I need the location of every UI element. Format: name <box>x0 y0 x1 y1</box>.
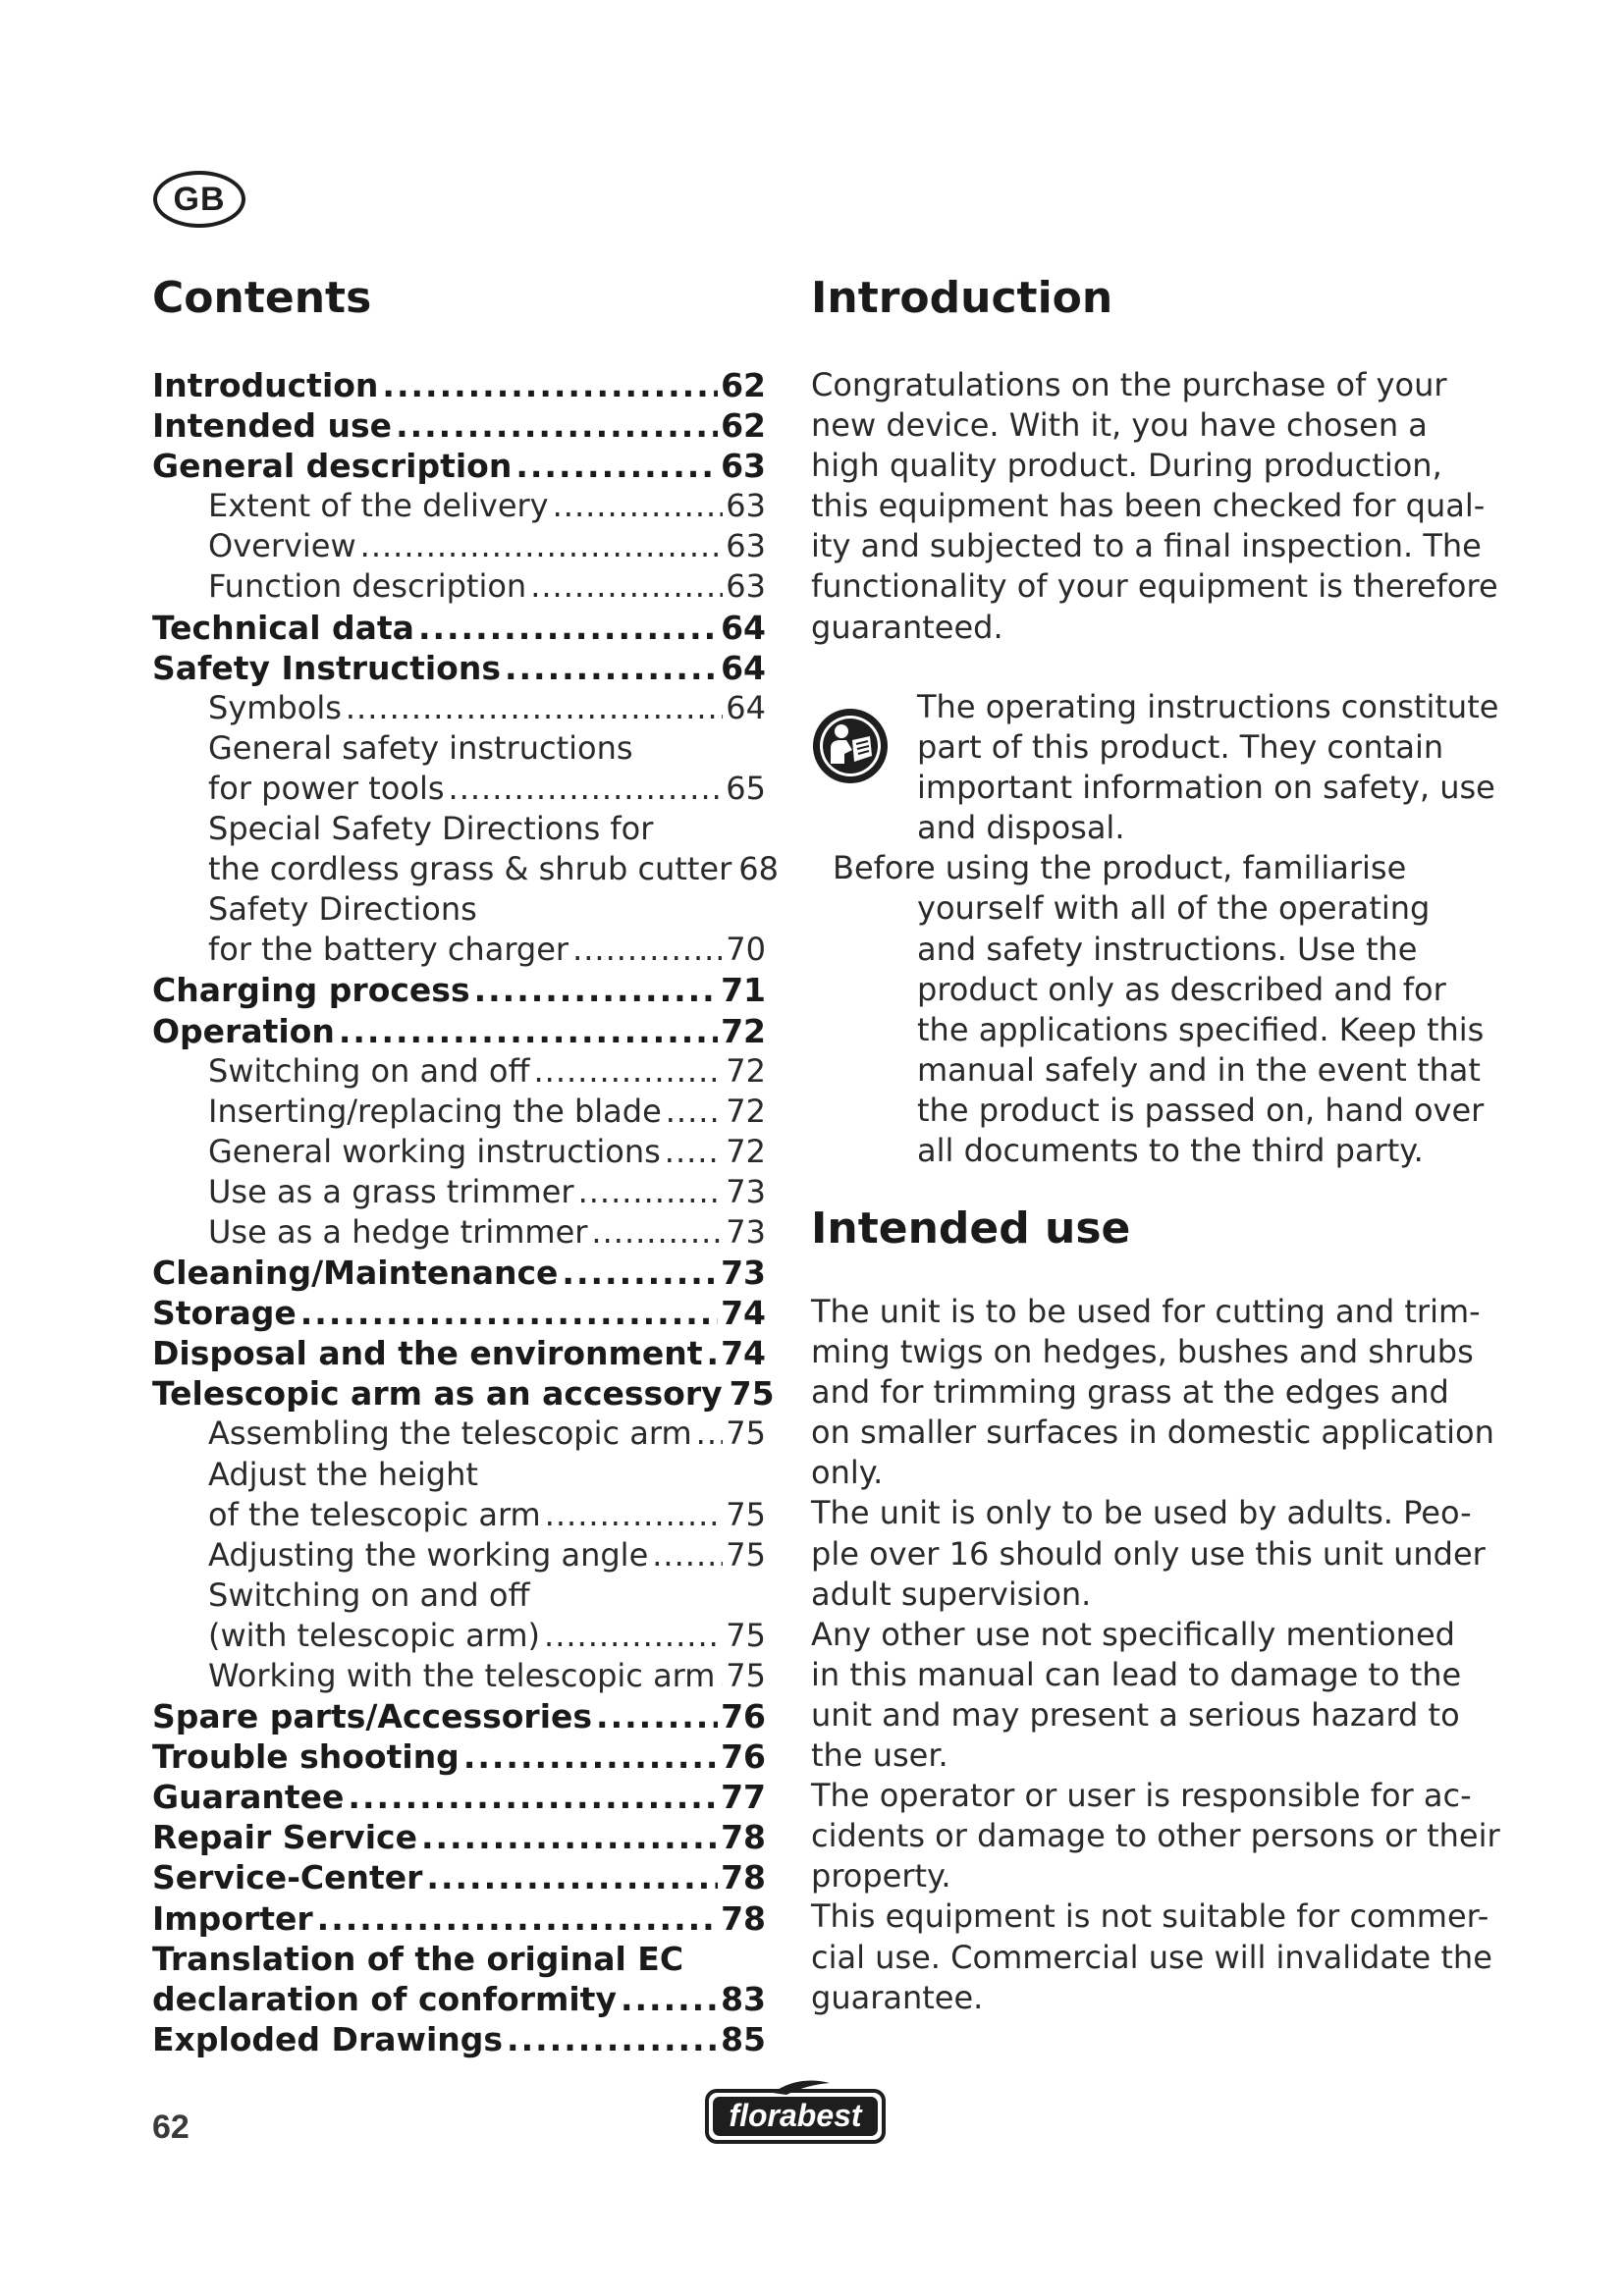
toc-entry-title: Symbols <box>208 688 342 726</box>
toc-entry-page: 63 <box>726 567 766 606</box>
toc-entry-title: Importer <box>152 1898 313 1938</box>
toc-entry <box>152 1333 766 1373</box>
toc-entry <box>152 1979 766 2019</box>
toc-entry-title: declaration of conformity <box>152 1979 617 2018</box>
toc-dot-leader <box>339 1011 718 1051</box>
toc-entry-page: 72 <box>726 1092 766 1130</box>
intended-use-text <box>811 1292 1500 2018</box>
toc-entry-page: 63 <box>726 487 766 525</box>
toc-entry <box>152 1817 766 1857</box>
toc-entry <box>152 1051 766 1092</box>
toc-dot-leader <box>562 1253 718 1293</box>
introduction-heading: Introduction <box>811 273 1113 323</box>
toc-entry <box>152 1455 766 1495</box>
text-line: on smaller surfaces in domestic application <box>811 1414 1494 1452</box>
toc-entry <box>152 1011 766 1051</box>
toc-dot-leader <box>505 648 718 688</box>
toc-dot-leader <box>696 1414 724 1454</box>
toc-entry <box>152 728 766 769</box>
toc-entry <box>152 1092 766 1132</box>
toc-entry-title: General description <box>152 447 513 486</box>
toc-dot-leader <box>544 1616 723 1656</box>
toc-entry <box>152 688 766 728</box>
toc-entry-title: Translation of the original EC <box>152 1939 684 1978</box>
toc-entry-page: 71 <box>721 971 766 1010</box>
text-line: cial use. Commercial use will invalidate the <box>811 1938 1492 1976</box>
toc-entry-title: Safety Instructions <box>152 648 501 687</box>
toc-entry-page: 62 <box>721 366 766 404</box>
toc-entry-title: General working instructions <box>208 1132 661 1170</box>
text-line: The operator or user is responsible for ac- <box>811 1777 1472 1815</box>
toc-entry <box>152 405 766 446</box>
toc-entry-title: Operation <box>152 1011 335 1050</box>
text-line: all documents to the third party. <box>917 1132 1424 1170</box>
toc-dot-leader <box>545 1495 724 1535</box>
toc-entry-title: Extent of the delivery <box>208 487 549 525</box>
text-line: and for trimming grass at the edges and <box>811 1373 1449 1412</box>
country-code: GB <box>173 180 226 218</box>
toc-entry <box>152 849 779 889</box>
toc-dot-leader <box>396 405 718 446</box>
text-line: guarantee. <box>811 1978 984 2016</box>
toc-entry <box>152 1172 766 1212</box>
toc-entry-page: 75 <box>726 1535 766 1574</box>
text-line: only. <box>811 1454 884 1492</box>
toc-entry-title: Overview <box>208 527 356 565</box>
toc-entry <box>152 446 766 486</box>
toc-entry-title: Introduction <box>152 366 379 404</box>
toc-entry <box>152 970 766 1010</box>
toc-dot-leader <box>346 688 723 728</box>
toc-entry-page: 76 <box>721 1697 766 1736</box>
text-line: and safety instructions. Use the <box>917 930 1418 968</box>
toc-entry-title: Switching on and off <box>208 1575 530 1614</box>
text-line: The unit is to be used for cutting and trim- <box>811 1293 1481 1330</box>
toc-dot-leader <box>507 2019 718 2059</box>
toc-entry <box>152 1212 766 1253</box>
toc-entry <box>152 526 766 566</box>
text-line: ple over 16 should only use this unit under <box>811 1534 1486 1573</box>
toc-dot-leader <box>449 769 724 809</box>
toc-dot-leader <box>665 1132 724 1172</box>
text-line: and disposal. <box>917 809 1125 847</box>
toc-entry-title: Assembling the telescopic arm <box>208 1415 692 1453</box>
toc-dot-leader <box>553 486 724 526</box>
toc-dot-leader <box>418 608 718 648</box>
toc-entry-page: 75 <box>726 1657 766 1694</box>
toc-entry <box>152 608 766 648</box>
toc-dot-leader <box>382 365 718 405</box>
toc-entry-title: General safety instructions <box>208 728 633 767</box>
toc-entry-page: 78 <box>721 1818 766 1857</box>
toc-entry <box>152 1373 775 1414</box>
toc-entry <box>152 1535 766 1575</box>
toc-entry-title: Exploded Drawings <box>152 2019 504 2058</box>
toc-entry-page: 63 <box>726 527 766 565</box>
toc-entry <box>152 1414 766 1454</box>
toc-entry <box>152 1495 766 1535</box>
toc-entry-page: 64 <box>721 648 766 687</box>
operating-instructions-note <box>811 687 1498 1171</box>
toc-entry <box>152 1939 766 1979</box>
toc-dot-leader <box>652 1535 723 1575</box>
toc-entry-title: Use as a grass trimmer <box>208 1172 574 1210</box>
toc-dot-leader <box>360 526 724 566</box>
toc-entry <box>152 1857 766 1897</box>
toc-dot-leader <box>463 1736 718 1777</box>
toc-entry-title: Function description <box>208 567 527 606</box>
toc-entry-title: Adjusting the working angle <box>208 1535 649 1574</box>
text-line: the user. <box>811 1736 948 1775</box>
toc-entry-title: Working with the telescopic arm <box>208 1657 716 1694</box>
toc-entry <box>152 2019 766 2059</box>
toc-entry-title: Trouble shooting <box>152 1737 460 1777</box>
toc-dot-leader <box>707 1333 719 1373</box>
toc-entry-page: 75 <box>726 1495 766 1533</box>
text-line: part of this product. They contain <box>917 728 1444 767</box>
toc-entry-title: Disposal and the environment <box>152 1334 703 1373</box>
toc-entry-page: 72 <box>721 1011 766 1050</box>
toc-dot-leader <box>666 1092 724 1132</box>
country-code-badge <box>153 171 245 228</box>
toc-entry-page: 63 <box>721 447 766 486</box>
text-line: Before using the product, familiarise <box>833 849 1407 887</box>
toc-entry <box>152 1616 766 1656</box>
toc-entry-page: 70 <box>726 931 766 969</box>
toc-dot-leader <box>515 446 718 486</box>
toc-entry-title: for the battery charger <box>208 931 569 969</box>
toc-entry-page: 78 <box>721 1858 766 1897</box>
toc-dot-leader <box>348 1777 718 1817</box>
toc-entry <box>152 930 766 970</box>
text-line: product only as described and for <box>917 970 1446 1008</box>
toc-dot-leader <box>300 1293 718 1333</box>
toc-entry-title: Use as a hedge trimmer <box>208 1212 588 1251</box>
toc-entry-title: (with telescopic arm) <box>208 1616 541 1654</box>
toc-entry-title: for power tools <box>208 769 445 807</box>
toc-entry-title: Switching on and off <box>208 1051 530 1090</box>
toc-entry <box>152 1253 766 1293</box>
toc-entry-title: Inserting/replacing the blade <box>208 1092 662 1130</box>
text-line: guaranteed. <box>811 608 1003 646</box>
toc-entry <box>152 1696 766 1736</box>
text-line: new device. With it, you have chosen a <box>811 406 1428 445</box>
contents-heading: Contents <box>152 273 372 323</box>
toc-entry-page: 76 <box>721 1737 766 1777</box>
toc-dot-leader <box>317 1898 718 1939</box>
toc-entry-title: Charging process <box>152 971 470 1010</box>
toc-entry-title: Technical data <box>152 608 414 647</box>
toc-entry <box>152 1736 766 1777</box>
toc-entry-title: Cleaning/Maintenance <box>152 1254 559 1293</box>
toc-entry <box>152 889 766 930</box>
text-line: the applications specified. Keep this <box>917 1010 1485 1048</box>
florabest-logo <box>704 2079 887 2146</box>
toc-entry <box>152 566 766 607</box>
toc-entry-page: 75 <box>726 1616 766 1654</box>
toc-entry <box>152 1898 766 1939</box>
text-line: adult supervision. <box>811 1575 1092 1613</box>
text-line: The operating instructions constitute <box>917 688 1499 725</box>
text-line: ity and subjected to a final inspection. The <box>811 527 1482 565</box>
toc-entry-title: Spare parts/Accessories <box>152 1697 593 1736</box>
page-number: 62 <box>152 2109 189 2146</box>
toc-entry-title: Repair Service <box>152 1818 417 1857</box>
text-line: this equipment has been checked for qual- <box>811 487 1486 525</box>
text-line: This equipment is not suitable for commer- <box>811 1897 1489 1936</box>
toc-entry-page: 78 <box>721 1898 766 1938</box>
toc-entry-page: 83 <box>721 1979 766 2018</box>
toc-entry-title: of the telescopic arm <box>208 1495 541 1533</box>
toc-entry-page: 62 <box>721 406 766 446</box>
toc-entry <box>152 1575 766 1616</box>
toc-entry-title: Guarantee <box>152 1778 345 1817</box>
toc-entry <box>152 365 766 405</box>
text-line: in this manual can lead to damage to the <box>811 1655 1462 1693</box>
text-line: property. <box>811 1857 951 1896</box>
toc-entry-title: Intended use <box>152 406 393 446</box>
toc-entry-title: Service-Center <box>152 1858 423 1897</box>
toc-entry <box>152 1777 766 1817</box>
toc-entry-title: the cordless grass & shrub cutter <box>208 850 732 888</box>
text-line: the product is passed on, hand over <box>917 1091 1485 1129</box>
toc-entry-page: 74 <box>721 1294 766 1333</box>
toc-entry-page: 75 <box>729 1374 775 1414</box>
toc-entry-page: 85 <box>721 2019 766 2058</box>
toc-entry-page: 64 <box>721 608 766 647</box>
toc-entry-page: 77 <box>721 1778 766 1817</box>
toc-entry <box>152 769 766 809</box>
toc-entry-page: 73 <box>726 1172 766 1210</box>
toc-entry-title: Special Safety Directions for <box>208 810 654 848</box>
toc-dot-leader <box>591 1212 723 1253</box>
toc-entry <box>152 1132 766 1172</box>
toc-entry <box>152 1656 766 1696</box>
toc-entry-page: 73 <box>721 1254 766 1293</box>
toc-entry-page: 72 <box>726 1132 766 1170</box>
toc-dot-leader <box>426 1857 718 1897</box>
toc-entry-title: Safety Directions <box>208 890 477 929</box>
toc-dot-leader <box>530 566 723 607</box>
toc-entry-page: 75 <box>726 1415 766 1453</box>
toc-entry-title: Storage <box>152 1294 297 1333</box>
toc-entry-page: 68 <box>738 850 779 888</box>
text-line: cidents or damage to other persons or their <box>811 1817 1500 1855</box>
text-line: functionality of your equipment is therefore <box>811 567 1498 606</box>
toc-dot-leader <box>719 1656 723 1696</box>
text-line: Any other use not specifically mentioned <box>811 1615 1455 1653</box>
toc-dot-leader <box>621 1979 718 2019</box>
text-line: important information on safety, use <box>917 769 1495 807</box>
table-of-contents <box>152 365 779 2059</box>
text-line: unit and may present a serious hazard to <box>811 1695 1460 1734</box>
toc-dot-leader <box>596 1696 718 1736</box>
toc-entry-page: 73 <box>726 1212 766 1251</box>
intended-use-heading: Intended use <box>811 1203 1131 1254</box>
text-line: The unit is only to be used by adults. Peo- <box>811 1494 1472 1532</box>
toc-entry-page: 65 <box>726 769 766 807</box>
toc-entry-title: Telescopic arm as an accessory <box>152 1374 723 1414</box>
toc-entry-page: 64 <box>726 688 766 726</box>
text-line: Congratulations on the purchase of your <box>811 366 1447 403</box>
toc-entry <box>152 648 766 688</box>
toc-entry <box>152 486 766 526</box>
toc-dot-leader <box>572 930 723 970</box>
toc-entry <box>152 1293 766 1333</box>
toc-entry-title: Adjust the height <box>208 1455 478 1493</box>
text-line: ming twigs on hedges, bushes and shrubs <box>811 1333 1474 1371</box>
svg-text:florabest: florabest <box>729 2098 862 2133</box>
text-line: yourself with all of the operating <box>917 889 1431 928</box>
introduction-text <box>811 365 1498 648</box>
toc-dot-leader <box>421 1817 718 1857</box>
toc-entry-page: 72 <box>726 1051 766 1090</box>
toc-entry <box>152 809 766 849</box>
text-line: manual safely and in the event that <box>917 1050 1481 1089</box>
toc-dot-leader <box>533 1051 723 1092</box>
toc-entry-page: 74 <box>721 1334 766 1373</box>
toc-dot-leader <box>578 1172 724 1212</box>
text-line: high quality product. During production, <box>811 447 1442 485</box>
toc-dot-leader <box>474 970 718 1010</box>
